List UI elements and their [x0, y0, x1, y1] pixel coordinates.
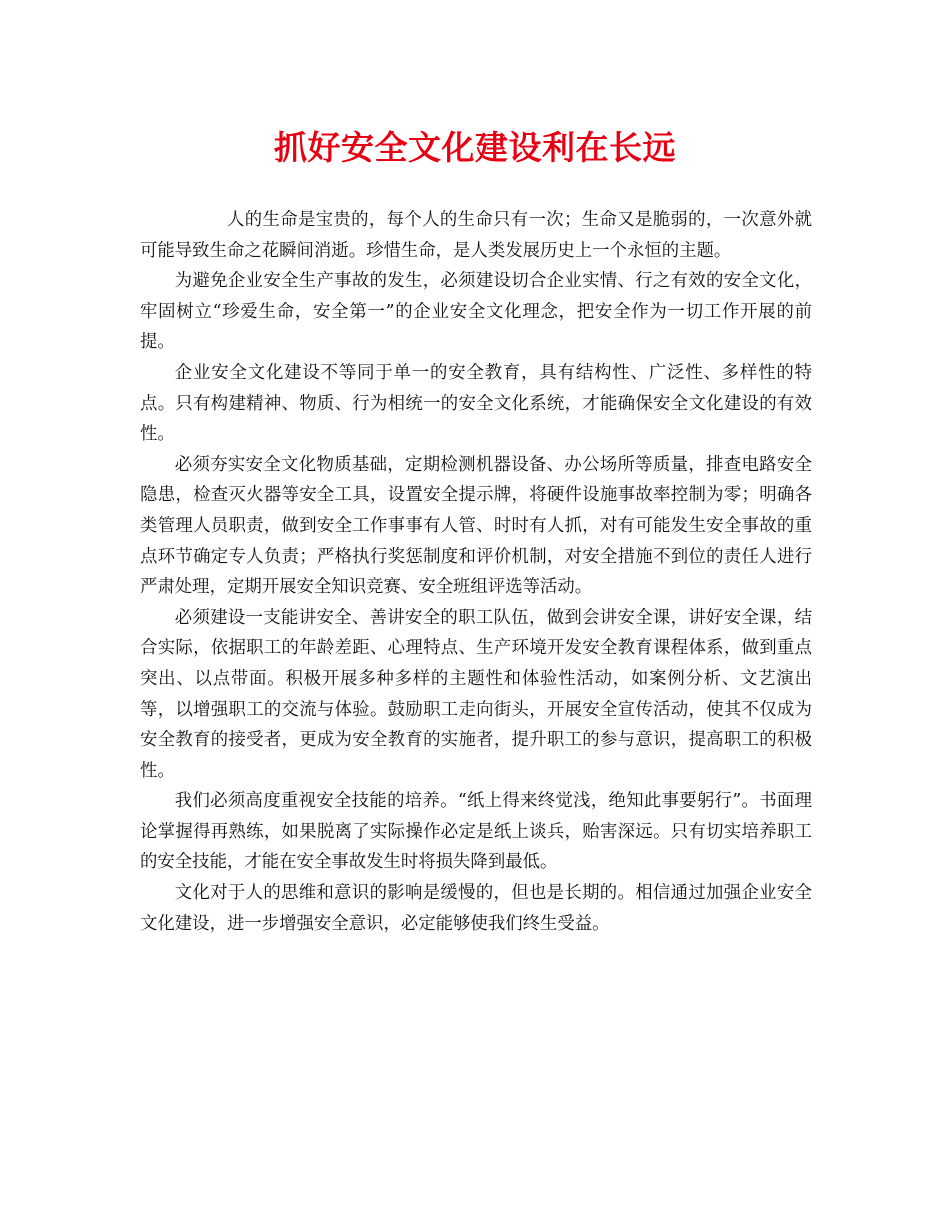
paragraph-1: 人的生命是宝贵的，每个人的生命只有一次；生命又是脆弱的，一次意外就可能导致生命之花瞬间消逝。珍惜生命，是人类发展历史上一个永恒的主题。: [140, 210, 812, 261]
paragraph-5: 必须建设一支能讲安全、善讲安全的职工队伍，做到会讲安全课，讲好安全课，结合实际，依据职工的年龄差距、心理特点、生产环境开发安全教育课程体系，做到重点突出、以点带面。积极开展多种多样的主题性和体验性活动，如案例分析、文艺演出等，以增强职工的交流与体验。鼓励职工走向街头，开展安全宣传活动，使其不仅成为安全教育的接受者，更成为安全教育的实施者，提升职工的参与意识，提高职工的积极性。: [140, 607, 812, 781]
paragraph-4: 必须夯实安全文化物质基础，定期检测机器设备、办公场所等质量，排查电路安全隐患，检查灭火器等安全工具，设置安全提示牌，将硬件设施事故率控制为零；明确各类管理人员职责，做到安全工作事事有人管、时时有人抓，对有可能发生安全事故的重点环节确定专人负责；严格执行奖惩制度和评价机制，对安全措施不到位的责任人进行严肃处理，定期开展安全知识竞赛、安全班组评选等活动。: [140, 454, 812, 598]
document-title: 抓好安全文化建设利在长远: [274, 128, 676, 167]
paragraph-7: 文化对于人的思维和意识的影响是缓慢的，但也是长期的。相信通过加强企业安全文化建设，进一步增强安全意识，必定能够使我们终生受益。: [140, 883, 812, 934]
paragraph-2: 为避免企业安全生产事故的发生，必须建设切合企业实情、行之有效的安全文化，牢固树立“珍爱生命，安全第一”的企业安全文化理念，把安全作为一切工作开展的前提。: [140, 271, 812, 353]
paragraph-6: 我们必须高度重视安全技能的培养。“纸上得来终觉浅，绝知此事要躬行”。书面理论掌握得再熟练，如果脱离了实际操作必定是纸上谈兵，贻害深远。只有切实培养职工的安全技能，才能在安全事故发生时将损失降到最低。: [140, 791, 812, 873]
document-body: [140, 205, 812, 939]
paragraph-3: 企业安全文化建设不等同于单一的安全教育，具有结构性、广泛性、多样性的特点。只有构建精神、物质、行为相统一的安全文化系统，才能确保安全文化建设的有效性。: [140, 362, 812, 445]
